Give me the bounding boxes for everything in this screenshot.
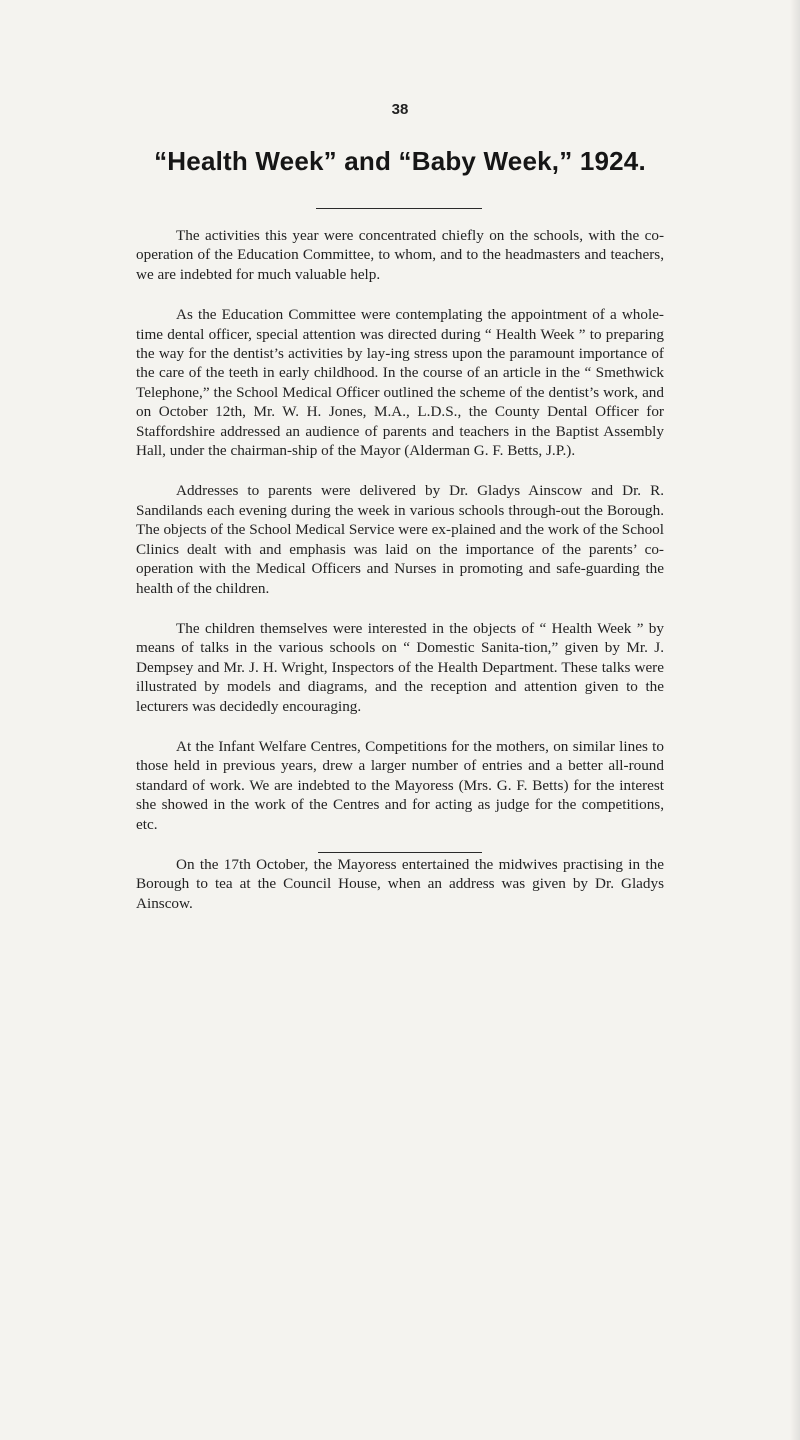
page-edge-shadow <box>790 0 800 1440</box>
body-text <box>136 226 664 934</box>
page-number: 38 <box>391 101 409 118</box>
closing-divider <box>318 852 482 853</box>
paragraph-children-talks: The children themselves were interested in the objects of “ Health Week ” by means of talks in the various schools on “ Domestic Sanita-tion,” given by Mr. J. Dempsey and Mr. J. H. Wright, Inspectors of the Health Department. These talks were illustrated by models and diagrams, and the reception and attention given to the lecturers was decidedly encouraging. <box>136 619 664 715</box>
title-divider <box>316 208 482 209</box>
paragraph-infant-welfare: At the Infant Welfare Centres, Competitions for the mothers, on similar lines to those held in previous years, drew a larger number of entries and a better all-round standard of work. We are indebted to the Mayoress (Mrs. G. F. Betts) for the interest she showed in the work of the Centres and for acting as judge for the competitions, etc. <box>136 737 664 833</box>
page-title: “Health Week” and “Baby Week,” 1924. <box>154 146 646 176</box>
paragraph-dental-officer: As the Education Committee were contemplating the appointment of a whole-time dental officer, special attention was directed during “ Health Week ” to preparing the way for the dentist’s activities by lay-ing stress upon the paramount importance of the care of the teeth in early childhood. In the course of an article in the “ Smethwick Telephone,” the School Medical Officer outlined the scheme of the dentist’s work, and on October 12th, Mr. W. H. Jones, M.A., L.D.S., the County Dental Officer for Staffordshire addressed an audience of parents and teachers in the Baptist Assembly Hall, under the chairman-ship of the Mayor (Alderman G. F. Betts, J.P.). <box>136 306 664 460</box>
paragraph-addresses-to-parents: Addresses to parents were delivered by Dr. Gladys Ainscow and Dr. R. Sandilands each evening during the week in various schools through-out the Borough. The objects of the School Medical Service were ex-plained and the work of the School Clinics dealt with and emphasis was laid on the importance of the parents’ co-operation with the Medical Officers and Nurses in promoting and safe-guarding the health of the children. <box>136 482 664 597</box>
paragraph-activities: The activities this year were concentrated chiefly on the schools, with the co-operation of the Education Committee, to whom, and to the headmasters and teachers, we are indebted for much valuable help. <box>136 227 664 283</box>
paragraph-midwives-tea: On the 17th October, the Mayoress entertained the midwives practising in the Borough to tea at the Council House, when an address was given by Dr. Gladys Ainscow. <box>136 855 664 912</box>
